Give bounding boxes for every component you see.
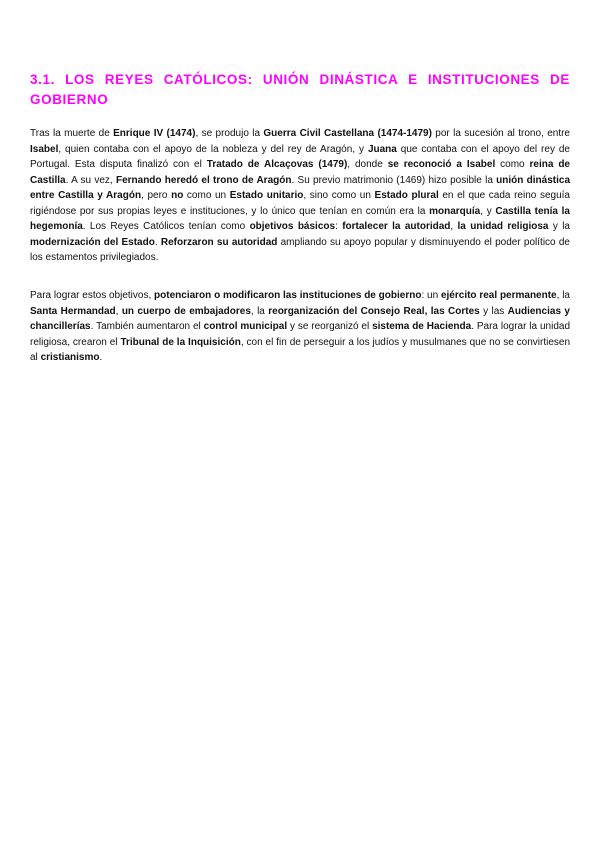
bold-text-run: fortalecer la autoridad	[342, 221, 451, 232]
text-run: . Para lograr la unidad religiosa, crearon el	[30, 321, 570, 348]
bold-text-run: Castilla tenía la hegemonía	[30, 205, 570, 232]
text-run: ampliando su apoyo popular y disminuyendo el poder político de los estamentos privilegiados.	[30, 236, 570, 263]
text-run: :	[335, 221, 343, 232]
text-run: . Su previo matrimonio (1469) hizo posible la	[291, 174, 497, 186]
section-title: 3.1. LOS REYES CATÓLICOS: UNIÓN DINÁSTICA E INSTITUCIONES DE GOBIERNO	[30, 72, 570, 107]
text-run: , se produjo la	[195, 128, 264, 139]
bold-text-run: sistema de Hacienda	[372, 321, 472, 332]
bold-text-run: unión dinástica entre Castilla y Aragón	[30, 174, 571, 201]
text-run: y las	[479, 305, 508, 317]
paragraph-1	[30, 126, 570, 266]
text-run: , con el fin de perseguir a los judíos y musulmanes que no se convirtiesen al	[30, 336, 571, 363]
text-run: : un	[421, 290, 441, 301]
bold-text-run: Juana	[367, 143, 397, 155]
bold-text-run: modernización del Estado	[30, 236, 155, 248]
text-run: . Los Reyes Católicos tenían como	[82, 221, 250, 232]
text-run: .	[99, 352, 103, 363]
bold-text-run: Santa Hermandad	[30, 305, 116, 317]
text-run: .	[154, 236, 161, 248]
bold-text-run: Tribunal de la Inquisición	[120, 336, 241, 348]
text-run: como	[495, 159, 530, 170]
text-run: Para lograr estos objetivos,	[30, 290, 155, 301]
text-run: , pero	[141, 190, 172, 201]
bold-text-run: Estado plural	[374, 190, 439, 201]
bold-text-run: Tratado de Alcaçovas (1479)	[206, 159, 348, 170]
bold-text-run: objetivos básicos	[249, 221, 336, 232]
text-run: ,	[115, 305, 122, 317]
text-run: Tras la muerte de	[30, 128, 114, 139]
text-run: . A su vez,	[65, 174, 116, 186]
text-run: , la	[556, 290, 570, 301]
bold-text-run: reorganización del Consejo Real, las Cortes	[268, 305, 480, 317]
text-run: . También aumentaron el	[90, 321, 204, 332]
bold-text-run: monarquía	[429, 205, 481, 217]
text-run: , quien contaba con el apoyo de la nobleza y del rey de Aragón, y	[58, 143, 368, 155]
bold-text-run: Reforzaron su autoridad	[160, 236, 278, 248]
text-run: y la	[548, 221, 570, 232]
bold-text-run: un cuerpo de embajadores	[121, 305, 251, 317]
bold-text-run: la unidad religiosa	[457, 221, 549, 232]
bold-text-run: Isabel	[30, 143, 59, 155]
text-run: , donde	[347, 159, 388, 170]
bold-text-run: se reconoció a Isabel	[387, 159, 496, 170]
text-run: como un	[183, 190, 230, 201]
text-run: y se reorganizó el	[287, 321, 373, 332]
paragraph-2	[30, 288, 570, 366]
text-run: que contaba con el apoyo del rey de Portugal. Esta disputa finalizó con el	[30, 143, 570, 170]
bold-text-run: Guerra Civil Castellana (1474-1479)	[263, 128, 432, 139]
bold-text-run: Estado unitario	[229, 190, 304, 201]
text-run: ,	[450, 221, 458, 232]
bold-text-run: reina de Castilla	[30, 159, 570, 186]
bold-text-run: control municipal	[203, 321, 288, 332]
text-run: en el que cada reino seguía rigiéndose por sus propias leyes e instituciones, y lo único que tenían en común era la	[30, 190, 570, 217]
bold-text-run: potenciaron o modificaron las instituciones de gobierno	[154, 290, 422, 301]
bold-text-run: no	[171, 190, 184, 201]
text-run: , sino como un	[303, 190, 375, 201]
bold-text-run: ejército real permanente	[440, 290, 557, 301]
text-run: , la	[250, 305, 269, 317]
bold-text-run: Audiencias y chancillerías	[30, 305, 570, 332]
bold-text-run: cristianismo	[40, 352, 100, 363]
bold-text-run: Enrique IV (1474)	[113, 128, 196, 139]
bold-text-run: Fernando heredó el trono de Aragón	[115, 174, 292, 186]
text-run: , y	[480, 205, 496, 217]
text-run: por la sucesión al trono, entre	[431, 128, 570, 139]
